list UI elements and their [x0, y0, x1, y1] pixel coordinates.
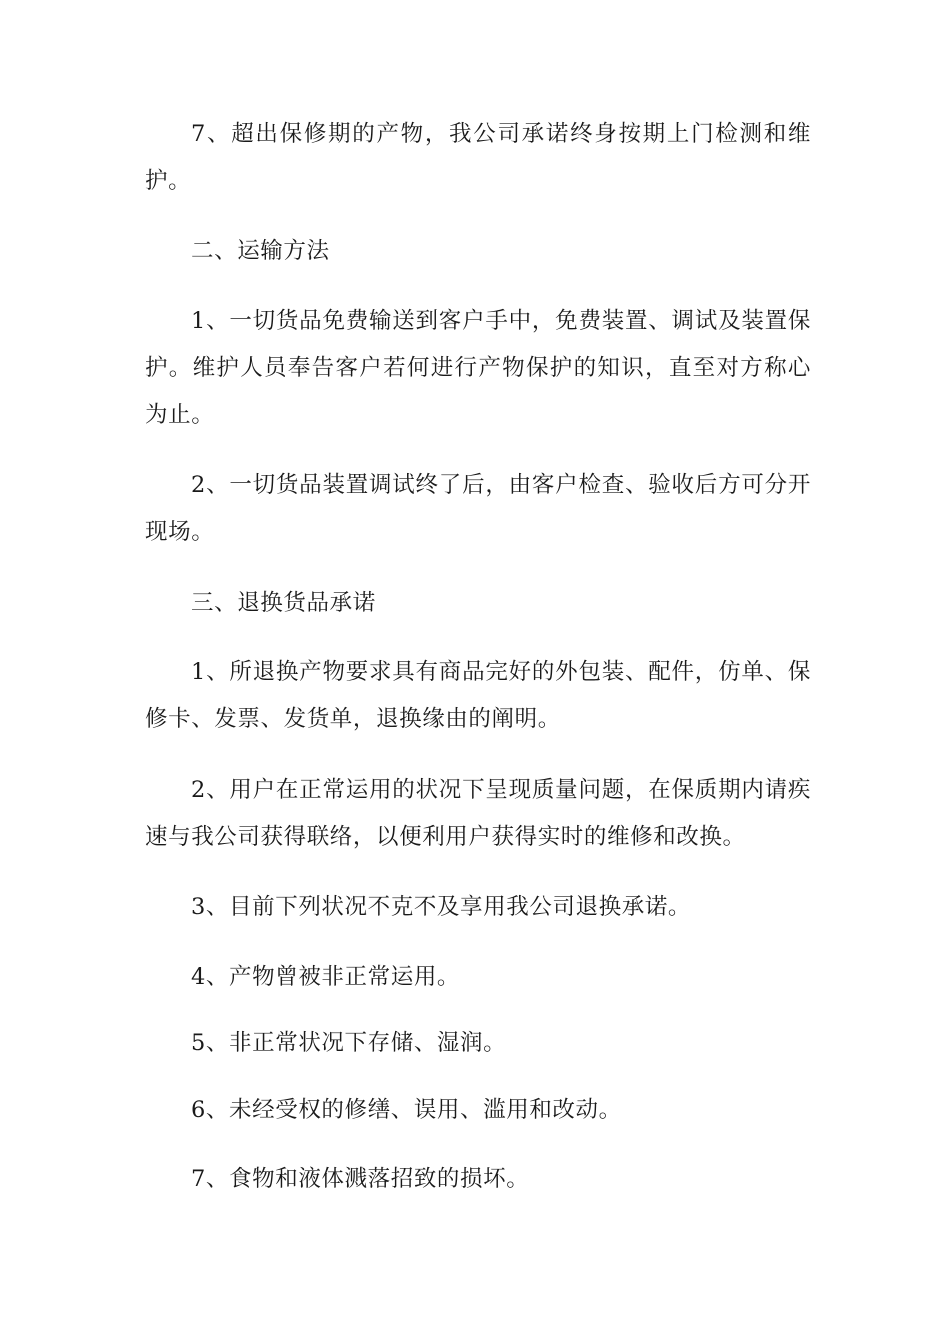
- paragraph-returns-4: 4、产物曾被非正常运用。: [191, 964, 461, 990]
- paragraph-returns-7: 7、食物和液体溅落招致的损坏。: [191, 1166, 530, 1192]
- paragraph-warranty-7: 7、超出保修期的产物，我公司承诺终身按期上门检测和维护。: [145, 121, 811, 194]
- paragraph-returns-1: 1、所退换产物要求具有商品完好的外包装、配件，仿单、保修卡、发票、发货单，退换缘由的阐明。: [145, 659, 811, 732]
- paragraph-returns-6: 6、未经受权的修缮、误用、滥用和改动。: [191, 1097, 622, 1123]
- paragraph-returns-5: 5、非正常状况下存储、湿润。: [191, 1030, 507, 1056]
- paragraph-returns-2: 2、用户在正常运用的状况下呈现质量问题，在保质期内请疾速与我公司获得联络，以便利用户获得实时的维修和改换。: [145, 777, 811, 850]
- paragraph-returns-3: 3、目前下列状况不克不及享用我公司退换承诺。: [191, 894, 692, 920]
- section-heading-returns: 三、退换货品承诺: [191, 590, 376, 616]
- paragraph-transport-1: 1、一切货品免费输送到客户手中，免费装置、调试及装置保护。维护人员奉告客户若何进行产物保护的知识，直至对方称心为止。: [145, 308, 811, 428]
- section-heading-transport: 二、运输方法: [191, 238, 330, 264]
- paragraph-transport-2: 2、一切货品装置调试终了后，由客户检查、验收后方可分开现场。: [145, 472, 811, 545]
